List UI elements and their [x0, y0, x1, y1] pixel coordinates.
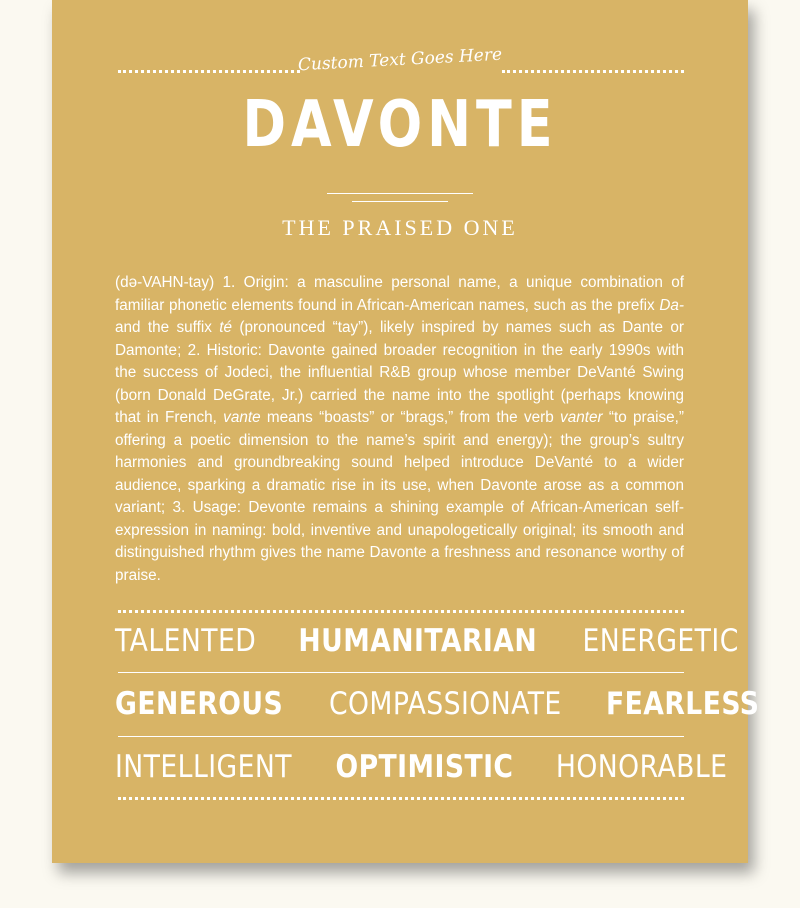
lower-rule: [352, 201, 448, 202]
traits-separator-2: [118, 736, 684, 737]
name-definition: (də-VAHN-tay) 1. Origin: a masculine personal name, a unique combination of familiar phonetic elements found in African-American names, such as the prefix Da- and the suffix té (pronounced “tay”), likely inspired by names such as Dante or Damonte; 2. Historic: Davonte gained broader recognition in the early 1990s with the success of Jodeci, the influential R&B group whose member DeVanté Swing (born Donald DeGrate, Jr.) carried the name into the spotlight (perhaps knowing that in French, vante means “boasts” or “brags,” from the verb vanter “to praise,” offering a poetic dimension to the name’s spirit and energy); the group’s sultry harmonies and groundbreaking sound helped introduce DeVanté to a wider audience, sparking a dramatic rise in its use, when Davonte arose as a common variant; 3. Usage: Devonte remains a shining example of African-American self-expression in naming: bold, inventive and unapologetically original; its smooth and distinguished rhythm gives the name Davonte a freshness and resonance worthy of praise.: [115, 274, 685, 584]
trait-word: COMPASSIONATE: [329, 686, 563, 722]
name-heading: DAVONTE: [242, 88, 558, 162]
trait-word: INTELLIGENT: [115, 749, 292, 785]
trait-word: HONORABLE: [555, 749, 728, 785]
trait-word: FEARLESS: [606, 686, 760, 722]
traits-row-1: [115, 623, 739, 659]
custom-text: Custom Text Goes Here: [297, 44, 503, 76]
upper-rule: [327, 193, 473, 194]
name-meaning: THE PRAISED ONE: [282, 215, 518, 240]
name-poster: [52, 0, 760, 863]
traits-row-3: [115, 749, 728, 785]
trait-word: GENEROUS: [115, 686, 284, 722]
top-right-dotted-divider: [502, 70, 684, 73]
traits-row-2: [115, 686, 760, 722]
traits-separator-1: [118, 672, 684, 673]
trait-word: TALENTED: [115, 623, 257, 659]
trait-word: OPTIMISTIC: [335, 749, 514, 785]
traits-bottom-dotted-divider: [118, 797, 684, 800]
trait-word: HUMANITARIAN: [298, 623, 538, 659]
trait-word: ENERGETIC: [582, 623, 739, 659]
traits-top-dotted-divider: [118, 610, 684, 613]
